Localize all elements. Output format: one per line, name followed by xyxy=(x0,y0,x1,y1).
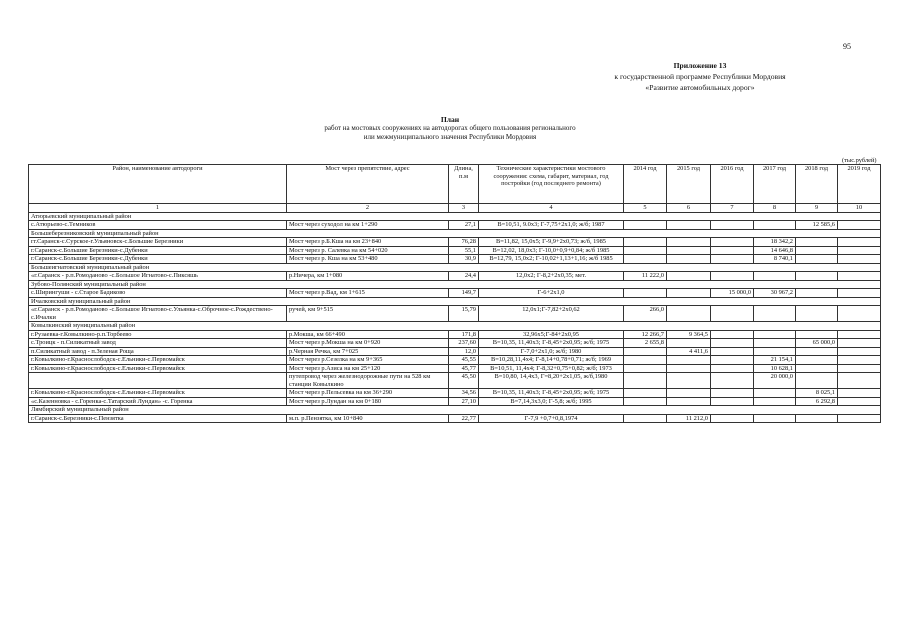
table-body xyxy=(29,212,881,423)
value-2016 xyxy=(711,414,754,423)
road-name: г.Саранск-с.Большие Березники-с.Дубенки xyxy=(29,255,287,264)
road-name: г.Рузаевка-г.Ковылкино-р.п.Торбеево xyxy=(29,330,287,339)
tech-specs: В=10,35, 11,40х3; Г-8,45+2х0,95; ж/б; 1975 xyxy=(479,339,624,348)
tech-specs: 12,0х1;Г-7,82+2х0,62 xyxy=(479,306,624,322)
district-name: Ичалковский муниципальный район xyxy=(29,297,881,306)
column-number: 10 xyxy=(838,204,881,213)
value-2017: 10 628,1 xyxy=(754,364,796,373)
value-2019 xyxy=(838,364,881,373)
value-2015 xyxy=(667,238,711,247)
table-row xyxy=(29,339,881,348)
value-2019 xyxy=(838,397,881,406)
value-2019 xyxy=(838,272,881,281)
value-2017 xyxy=(754,389,796,398)
table-row xyxy=(29,221,881,230)
length: 30,9 xyxy=(449,255,479,264)
header-cell: Технические характеристики мостового сооружения: схема, габарит, материал, год постройки (год последнего ремонта) xyxy=(479,165,624,204)
value-2017 xyxy=(754,272,796,281)
value-2019 xyxy=(838,414,881,423)
value-2016 xyxy=(711,364,754,373)
value-2017: 8 740,1 xyxy=(754,255,796,264)
value-2019 xyxy=(838,347,881,356)
tech-specs: В=10,51, 11,4х4; Г-8,32+0,75+0,82; ж/б; 1973 xyxy=(479,364,624,373)
district-name: Ковылкинский муниципальный район xyxy=(29,322,881,331)
length: 171,8 xyxy=(449,330,479,339)
header-cell: 2019 год xyxy=(838,165,881,204)
value-2015 xyxy=(667,246,711,255)
table-row xyxy=(29,389,881,398)
bridge-address: Мост через р.Мокша на км 0+920 xyxy=(287,339,449,348)
length: 34,56 xyxy=(449,389,479,398)
district-name: Атюрьевский муниципальный район xyxy=(29,212,881,221)
value-2018: 65 000,0 xyxy=(796,339,838,348)
column-number: 6 xyxy=(667,204,711,213)
value-2016 xyxy=(711,397,754,406)
value-2018: 8 025,1 xyxy=(796,389,838,398)
value-2017: 20 000,0 xyxy=(754,373,796,389)
length: 27,1 xyxy=(449,221,479,230)
bridge-address: Мост через р.Вад, км 1+615 xyxy=(287,289,449,298)
table-row xyxy=(29,238,881,247)
tech-specs: Г-6+2х1,0 xyxy=(479,289,624,298)
district-section-row xyxy=(29,229,881,238)
header-cell: 2017 год xyxy=(754,165,796,204)
value-2019 xyxy=(838,238,881,247)
value-2019 xyxy=(838,356,881,365)
header-cell: Длина, п.м xyxy=(449,165,479,204)
header-cell: 2015 год xyxy=(667,165,711,204)
road-name: гг.Саранск-с.Сурское-г.Ульяновск-с.Большие Березники xyxy=(29,238,287,247)
tech-specs: 32,96х5;Г-84+2х0,95 xyxy=(479,330,624,339)
length: 15,79 xyxy=(449,306,479,322)
district-section-row xyxy=(29,280,881,289)
value-2016 xyxy=(711,330,754,339)
column-number: 4 xyxy=(479,204,624,213)
value-2019 xyxy=(838,255,881,264)
road-name: г.Ковылкино-г.Краснослободск-с.Ельники-с.Первомайск xyxy=(29,389,287,398)
value-2017 xyxy=(754,347,796,356)
value-2018: 6 292,8 xyxy=(796,397,838,406)
bridge-address: м.п. р.Пензятка, км 10+840 xyxy=(287,414,449,423)
value-2015 xyxy=(667,389,711,398)
value-2015 xyxy=(667,364,711,373)
tech-specs: 12,0х2; Г-8,2+2х0,35; мет. xyxy=(479,272,624,281)
length: 22,77 xyxy=(449,414,479,423)
table-row xyxy=(29,356,881,365)
district-name: Большеигнатовский муниципальный район xyxy=(29,263,881,272)
value-2016 xyxy=(711,246,754,255)
district-section-row xyxy=(29,212,881,221)
length: 45,50 xyxy=(449,373,479,389)
value-2014: 11 222,0 xyxy=(624,272,667,281)
value-2019 xyxy=(838,306,881,322)
value-2018 xyxy=(796,289,838,298)
value-2016 xyxy=(711,306,754,322)
value-2016 xyxy=(711,339,754,348)
value-2016 xyxy=(711,347,754,356)
road-name: «г.Саранск - р.п.Ромоданово -с.Большое Игнатово-с.Ульянка-с.Оброчное-с.Рождествено-с.Ичалки xyxy=(29,306,287,322)
value-2016 xyxy=(711,255,754,264)
value-2017: 21 154,1 xyxy=(754,356,796,365)
value-2017 xyxy=(754,397,796,406)
value-2018 xyxy=(796,255,838,264)
length: 76,28 xyxy=(449,238,479,247)
table-row xyxy=(29,414,881,423)
value-2018 xyxy=(796,356,838,365)
value-2019 xyxy=(838,330,881,339)
length: 55,1 xyxy=(449,246,479,255)
value-2014 xyxy=(624,238,667,247)
tech-specs: Г-7,9 +0,7+0,8,1974 xyxy=(479,414,624,423)
table-row xyxy=(29,373,881,389)
tech-specs: В=10,51, 9.0х3; Г-7,75+2х1,0; ж/б; 1987 xyxy=(479,221,624,230)
value-2018: 12 585,6 xyxy=(796,221,838,230)
value-2015 xyxy=(667,373,711,389)
length: 237,60 xyxy=(449,339,479,348)
bridge-address: Мост через р.Б.Кша на км 23+840 xyxy=(287,238,449,247)
table-row xyxy=(29,255,881,264)
bridge-address: Мост через р. Салевка на км 54+020 xyxy=(287,246,449,255)
table-row xyxy=(29,246,881,255)
tech-specs: Г-7,0+2х1,0; ж/б; 1980 xyxy=(479,347,624,356)
value-2016 xyxy=(711,238,754,247)
value-2017: 14 646,8 xyxy=(754,246,796,255)
bridge-address: Мост через суходол на км 1+290 xyxy=(287,221,449,230)
value-2017 xyxy=(754,339,796,348)
table-row xyxy=(29,306,881,322)
bridge-address: Мост через р.Азиса на км 25+120 xyxy=(287,364,449,373)
table-row xyxy=(29,330,881,339)
bridge-address: р.Мокша, км 66+490 xyxy=(287,330,449,339)
column-number-row xyxy=(29,204,881,213)
tech-specs: В=10,80, 14,4х3, Г=8,20+2х1,05, ж/б,1980 xyxy=(479,373,624,389)
header-cell: 2018 год xyxy=(796,165,838,204)
value-2017 xyxy=(754,414,796,423)
value-2017: 18 342,2 xyxy=(754,238,796,247)
value-2015 xyxy=(667,356,711,365)
value-2014 xyxy=(624,255,667,264)
appendix-header xyxy=(535,60,865,93)
value-2018 xyxy=(796,364,838,373)
road-name xyxy=(29,373,287,389)
appendix-line-1: к государственной программе Республики Мордовия xyxy=(614,72,786,81)
district-section-row xyxy=(29,322,881,331)
value-2019 xyxy=(838,221,881,230)
value-2014 xyxy=(624,373,667,389)
length: 45,55 xyxy=(449,356,479,365)
bridge-address: ручей, км 9+515 xyxy=(287,306,449,322)
value-2014: 2 655,8 xyxy=(624,339,667,348)
value-2015 xyxy=(667,255,711,264)
value-2015 xyxy=(667,339,711,348)
value-2017: 30 967,2 xyxy=(754,289,796,298)
value-2015: 4 411,6 xyxy=(667,347,711,356)
value-2018 xyxy=(796,246,838,255)
length: 12,0 xyxy=(449,347,479,356)
value-2018 xyxy=(796,238,838,247)
appendix-line-2: «Развитие автомобильных дорог» xyxy=(645,83,755,92)
tech-specs: В=10,28,11,4х4; Г-8,14+0,78+0,71; ж/б; 1969 xyxy=(479,356,624,365)
value-2016 xyxy=(711,356,754,365)
value-2016 xyxy=(711,272,754,281)
bridge-address: р.Ничера, км 1+080 xyxy=(287,272,449,281)
value-2014 xyxy=(624,364,667,373)
page-number: 95 xyxy=(843,42,851,51)
tech-specs: В=12,79, 15,0х2; Г-10,02+1,13+1,16; ж/б 1985 xyxy=(479,255,624,264)
value-2016: 15 000,0 xyxy=(711,289,754,298)
road-name: с.Атюрьево-с.Темников xyxy=(29,221,287,230)
value-2018 xyxy=(796,347,838,356)
value-2015 xyxy=(667,272,711,281)
value-2014 xyxy=(624,356,667,365)
bridge-works-table xyxy=(28,164,881,423)
district-name: Зубово-Полянский муниципальный район xyxy=(29,280,881,289)
district-name: Лямбирский муниципальный район xyxy=(29,406,881,415)
value-2014: 12 266,7 xyxy=(624,330,667,339)
tech-specs: В=10,35, 11,40х3; Г-8,45+2х0,95; ж/б; 1975 xyxy=(479,389,624,398)
bridge-address: Мост через р.Сезелка на км 9+365 xyxy=(287,356,449,365)
column-number: 3 xyxy=(449,204,479,213)
value-2014 xyxy=(624,397,667,406)
value-2014 xyxy=(624,246,667,255)
value-2015: 11 212,0 xyxy=(667,414,711,423)
column-number: 7 xyxy=(711,204,754,213)
bridge-address: путепровод через железнодорожные пути на 528 км станции Ковылкино xyxy=(287,373,449,389)
road-name: г.Саранск-с.Березники-с.Пензятка xyxy=(29,414,287,423)
length: 45,77 xyxy=(449,364,479,373)
length: 24,4 xyxy=(449,272,479,281)
value-2017 xyxy=(754,306,796,322)
table-row xyxy=(29,289,881,298)
value-2014 xyxy=(624,347,667,356)
value-2018 xyxy=(796,272,838,281)
district-section-row xyxy=(29,297,881,306)
table-row xyxy=(29,397,881,406)
column-number: 2 xyxy=(287,204,449,213)
header-cell: Район, наименование автодороги xyxy=(29,165,287,204)
value-2016 xyxy=(711,389,754,398)
header-row xyxy=(29,165,881,204)
value-2016 xyxy=(711,373,754,389)
bridge-address: р.Черная Речка, км 7+025 xyxy=(287,347,449,356)
tech-specs: В=7,14,3х3,0; Г-5,8; ж/б; 1995 xyxy=(479,397,624,406)
value-2019 xyxy=(838,373,881,389)
value-2019 xyxy=(838,389,881,398)
road-name: г.Ковылкино-г.Краснослободск-с.Ельники-с.Первомайск xyxy=(29,356,287,365)
value-2019 xyxy=(838,339,881,348)
road-name: «г.Саранск - р.п.Ромоданово -с.Большое Игнатово-с.Пиксяшь xyxy=(29,272,287,281)
value-2017 xyxy=(754,221,796,230)
plan-title: План xyxy=(440,115,460,124)
value-2014 xyxy=(624,414,667,423)
value-2019 xyxy=(838,289,881,298)
plan-subtitle-2: или межмуниципального значения Республики Мордовия xyxy=(363,133,537,141)
road-name: г.Ковылкино-г.Краснослободск-с.Ельники-с.Первомайск xyxy=(29,364,287,373)
value-2014 xyxy=(624,289,667,298)
value-2015 xyxy=(667,289,711,298)
value-2015 xyxy=(667,306,711,322)
bridge-address: Мост через р. Кша на км 53+480 xyxy=(287,255,449,264)
road-name: с.Ширингуши - с.Старое Бадиково xyxy=(29,289,287,298)
bridge-address: Мост через р.Лундан на км 0+180 xyxy=(287,397,449,406)
road-name: п.Силикатный завод - п.Зеленая Роща xyxy=(29,347,287,356)
value-2015: 9 364,5 xyxy=(667,330,711,339)
header-cell: 2014 год xyxy=(624,165,667,204)
tech-specs: В=12,02, 18,0х3; Г-10,0+0,9+0,84; ж/б 1985 xyxy=(479,246,624,255)
value-2019 xyxy=(838,246,881,255)
table-row xyxy=(29,272,881,281)
table-row xyxy=(29,347,881,356)
bridge-address: Мост через р.Пельсевка на км 36+290 xyxy=(287,389,449,398)
value-2014: 266,0 xyxy=(624,306,667,322)
value-2014 xyxy=(624,389,667,398)
plan-subtitle-1: работ на мостовых сооружениях на автодорогах общего пользования регионального xyxy=(324,124,576,132)
appendix-title: Приложение 13 xyxy=(673,61,727,70)
value-2018 xyxy=(796,414,838,423)
value-2014 xyxy=(624,221,667,230)
tech-specs: В=11,82, 15,0х5; Г-9,9+2х0,73; ж/б, 1985 xyxy=(479,238,624,247)
district-section-row xyxy=(29,263,881,272)
length: 27,10 xyxy=(449,397,479,406)
plan-heading xyxy=(240,115,660,142)
value-2017 xyxy=(754,330,796,339)
value-2018 xyxy=(796,373,838,389)
district-name: Большеберезниковский муниципальный район xyxy=(29,229,881,238)
column-number: 8 xyxy=(754,204,796,213)
value-2015 xyxy=(667,397,711,406)
header-cell: 2016 год xyxy=(711,165,754,204)
units-label: (тыс.рублей) xyxy=(842,157,877,164)
column-number: 5 xyxy=(624,204,667,213)
value-2016 xyxy=(711,221,754,230)
road-name: с.Троицк - п.Силикатный завод xyxy=(29,339,287,348)
road-name: г.Саранск-с.Большие Березники-с.Дубенки xyxy=(29,246,287,255)
district-section-row xyxy=(29,406,881,415)
table-row xyxy=(29,364,881,373)
header-cell: Мост через препятствие, адрес xyxy=(287,165,449,204)
value-2018 xyxy=(796,330,838,339)
column-number: 1 xyxy=(29,204,287,213)
road-name: «с.Казенновка - с.Горенка-с.Татарский Лундан» -с. Горенка xyxy=(29,397,287,406)
column-number: 9 xyxy=(796,204,838,213)
length: 149,7 xyxy=(449,289,479,298)
value-2018 xyxy=(796,306,838,322)
value-2015 xyxy=(667,221,711,230)
